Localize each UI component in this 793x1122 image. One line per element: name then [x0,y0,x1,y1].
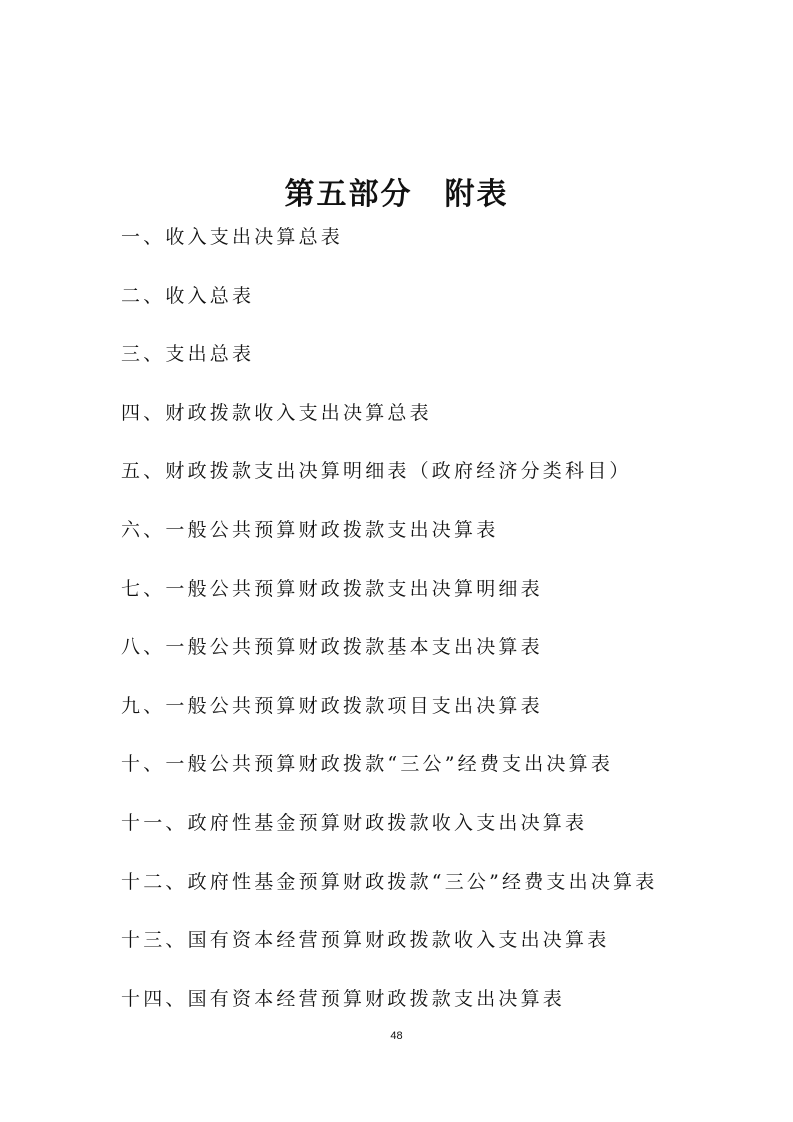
list-item-4: 四、财政拨款收入支出决算总表 [121,401,432,424]
list-item-2: 二、收入总表 [121,284,255,307]
list-item-6: 六、一般公共预算财政拨款支出决算表 [121,518,499,541]
list-item-1: 一、收入支出决算总表 [121,226,344,248]
list-item-7: 七、一般公共预算财政拨款支出决算明细表 [121,577,543,600]
page-number: 48 [390,1030,403,1042]
list-item-9: 九、一般公共预算财政拨款项目支出决算表 [121,694,543,717]
list-item-14: 十四、国有资本经营预算财政拨款支出决算表 [121,987,566,1010]
list-item-13: 十三、国有资本经营预算财政拨款收入支出决算表 [121,929,610,952]
list-item-10: 十、一般公共预算财政拨款“三公”经费支出决算表 [121,753,614,776]
appendix-table-list [121,220,657,1040]
page-title: 第五部分 附表 [284,177,509,213]
list-item-11: 十一、政府性基金预算财政拨款收入支出决算表 [121,811,588,834]
list-item-12: 十二、政府性基金预算财政拨款“三公”经费支出决算表 [121,870,658,893]
list-item-8: 八、一般公共预算财政拨款基本支出决算表 [121,636,543,659]
list-item-5: 五、财政拨款支出决算明细表（政府经济分类科目） [121,460,632,483]
list-item-3: 三、支出总表 [121,343,255,366]
